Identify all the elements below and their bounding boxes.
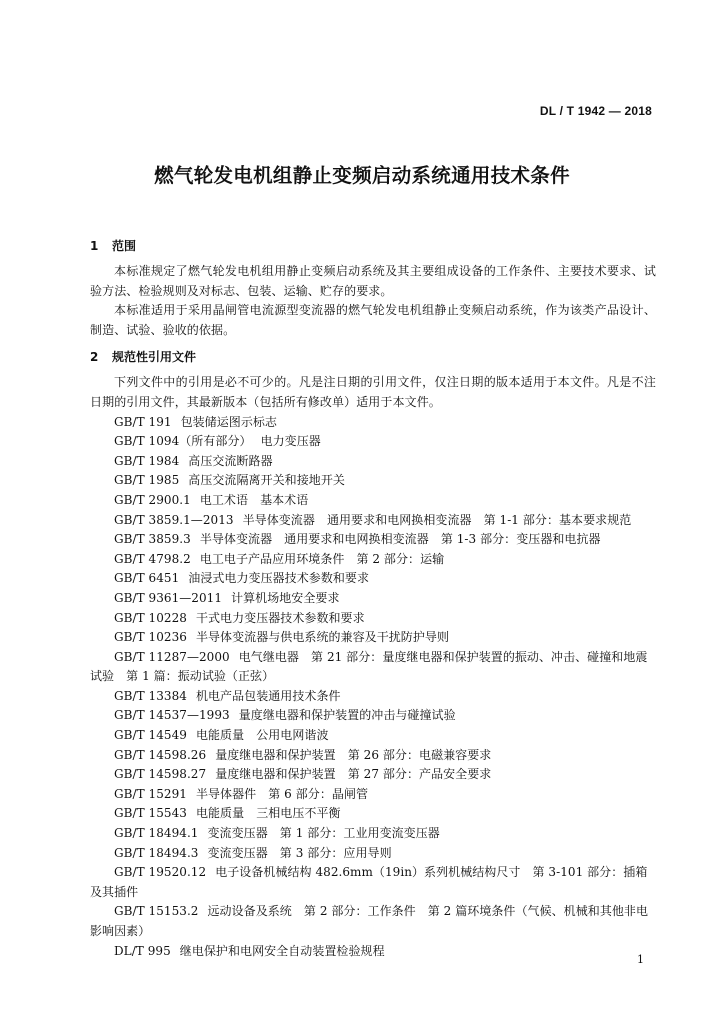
reference-code: GB/T 1094（所有部分） <box>114 434 252 449</box>
reference-title: 量度继电器和保护装置 第 27 部分：产品安全要求 <box>215 767 492 782</box>
reference-item <box>90 765 656 785</box>
reference-code: GB/T 18494.1 <box>114 826 199 841</box>
reference-code: GB/T 2900.1 <box>114 492 191 507</box>
scope-paragraph: 本标准适用于采用晶闸管电流源型变流器的燃气轮发电机组静止变频启动系统，作为该类产品设计、制造、试验、验收的依据。 <box>90 303 656 337</box>
reference-item <box>90 844 656 864</box>
reference-item <box>90 550 656 570</box>
reference-code: GB/T 14549 <box>114 728 187 743</box>
reference-title: 包装储运图示标志 <box>180 414 277 429</box>
reference-title: 电工电子产品应用环境条件 第 2 部分：运输 <box>199 551 445 566</box>
reference-title: 电能质量 三相电压不平衡 <box>195 806 341 821</box>
section-number: 2 <box>90 350 99 365</box>
reference-title: 电工术语 基本术语 <box>199 492 309 507</box>
reference-item <box>90 589 656 609</box>
reference-item <box>90 902 656 941</box>
reference-code: GB/T 10228 <box>114 610 187 625</box>
reference-title: 计算机场地安全要求 <box>231 590 340 605</box>
reference-item <box>90 432 656 452</box>
reference-item <box>90 785 656 805</box>
reference-item <box>90 687 656 707</box>
reference-item <box>90 942 656 962</box>
reference-title: 机电产品包装通用技术条件 <box>195 688 341 703</box>
reference-title: 电力变压器 <box>260 434 321 449</box>
reference-item <box>90 530 656 550</box>
reference-title: 变流变压器 第 3 部分：应用导则 <box>207 845 392 860</box>
reference-code: GB/T 18494.3 <box>114 845 199 860</box>
reference-code: GB/T 15543 <box>114 806 187 821</box>
section-heading-scope <box>90 236 656 256</box>
reference-title: 高压交流断路器 <box>188 453 273 468</box>
reference-code: GB/T 1984 <box>114 453 180 468</box>
reference-title: 变流变压器 第 1 部分：工业用变流变压器 <box>207 826 440 841</box>
reference-item <box>90 863 656 902</box>
reference-list <box>90 413 656 962</box>
section-title: 规范性引用文件 <box>112 350 197 365</box>
reference-code: GB/T 19520.12 <box>114 865 207 880</box>
reference-item <box>90 648 656 687</box>
reference-title: 干式电力变压器技术参数和要求 <box>195 610 365 625</box>
reference-item <box>90 413 656 433</box>
reference-item <box>90 824 656 844</box>
reference-title: 半导体变流器 通用要求和电网换相变流器 第 1-1 部分：基本要求规范 <box>242 512 632 527</box>
reference-title: 油浸式电力变压器技术参数和要求 <box>188 571 370 586</box>
reference-title: 继电保护和电网安全自动装置检验规程 <box>179 943 385 958</box>
reference-code: GB/T 14598.27 <box>114 767 207 782</box>
reference-code: GB/T 1985 <box>114 473 180 488</box>
reference-title: 半导体变流器与供电系统的兼容及干扰防护导则 <box>195 630 450 645</box>
section-number: 1 <box>90 239 99 253</box>
reference-code: GB/T 14598.26 <box>114 747 207 762</box>
reference-code: GB/T 11287—2000 <box>114 649 230 664</box>
reference-item <box>90 471 656 491</box>
document-body <box>90 236 656 961</box>
reference-code: DL/T 995 <box>114 943 171 958</box>
reference-code: GB/T 13384 <box>114 688 187 703</box>
references-intro: 下列文件中的引用是必不可少的。凡是注日期的引用文件，仅注日期的版本适用于本文件。凡是不注日期的引用文件，其最新版本（包括所有修改单）适用于本文件。 <box>90 375 656 409</box>
reference-item <box>90 726 656 746</box>
reference-code: GB/T 15153.2 <box>114 904 199 919</box>
page-number: 1 <box>637 953 644 966</box>
reference-item <box>90 804 656 824</box>
scope-paragraph: 本标准规定了燃气轮发电机组用静止变频启动系统及其主要组成设备的工作条件、主要技术要求、试验方法、检验规则及对标志、包装、运输、贮存的要求。 <box>90 264 656 298</box>
reference-item <box>90 706 656 726</box>
reference-title: 量度继电器和保护装置 第 26 部分：电磁兼容要求 <box>215 747 492 762</box>
reference-title: 高压交流隔离开关和接地开关 <box>188 473 345 488</box>
document-title: 燃气轮发电机组静止变频启动系统通用技术条件 <box>154 164 570 187</box>
reference-item <box>90 746 656 766</box>
reference-code: GB/T 6451 <box>114 571 180 586</box>
section-heading-normative-references <box>90 347 656 367</box>
reference-code: GB/T 10236 <box>114 630 187 645</box>
reference-title: 半导体变流器 通用要求和电网换相变流器 第 1-3 部分：变压器和电抗器 <box>199 532 601 547</box>
reference-item <box>90 491 656 511</box>
section-title: 范围 <box>112 239 137 253</box>
reference-title: 半导体器件 第 6 部分：晶闸管 <box>195 786 369 801</box>
reference-code: GB/T 3859.3 <box>114 532 191 547</box>
reference-code: GB/T 9361—2011 <box>114 590 223 605</box>
reference-code: GB/T 191 <box>114 414 172 429</box>
reference-title: 远动设备及系统 第 2 部分：工作条件 第 2 篇环境条件（气候、机械和其他非电影响因素） <box>90 904 649 938</box>
reference-item <box>90 452 656 472</box>
reference-code: GB/T 3859.1—2013 <box>114 512 234 527</box>
reference-item <box>90 609 656 629</box>
reference-code: GB/T 15291 <box>114 786 187 801</box>
reference-code: GB/T 14537—1993 <box>114 708 230 723</box>
reference-item <box>90 569 656 589</box>
reference-item <box>90 511 656 531</box>
reference-title: 电子设备机械结构 482.6mm（19in）系列机械结构尺寸 第 3-101 部分：插箱及其插件 <box>90 865 648 899</box>
reference-item <box>90 628 656 648</box>
reference-title: 量度继电器和保护装置的冲击与碰撞试验 <box>238 708 456 723</box>
reference-code: GB/T 4798.2 <box>114 551 191 566</box>
reference-title: 电气继电器 第 21 部分：量度继电器和保护装置的振动、冲击、碰撞和地震试验 第 1 篇：振动试验（正弦） <box>90 649 648 684</box>
reference-title: 电能质量 公用电网谐波 <box>195 728 329 743</box>
document-code: DL / T 1942 — 2018 <box>539 104 652 118</box>
